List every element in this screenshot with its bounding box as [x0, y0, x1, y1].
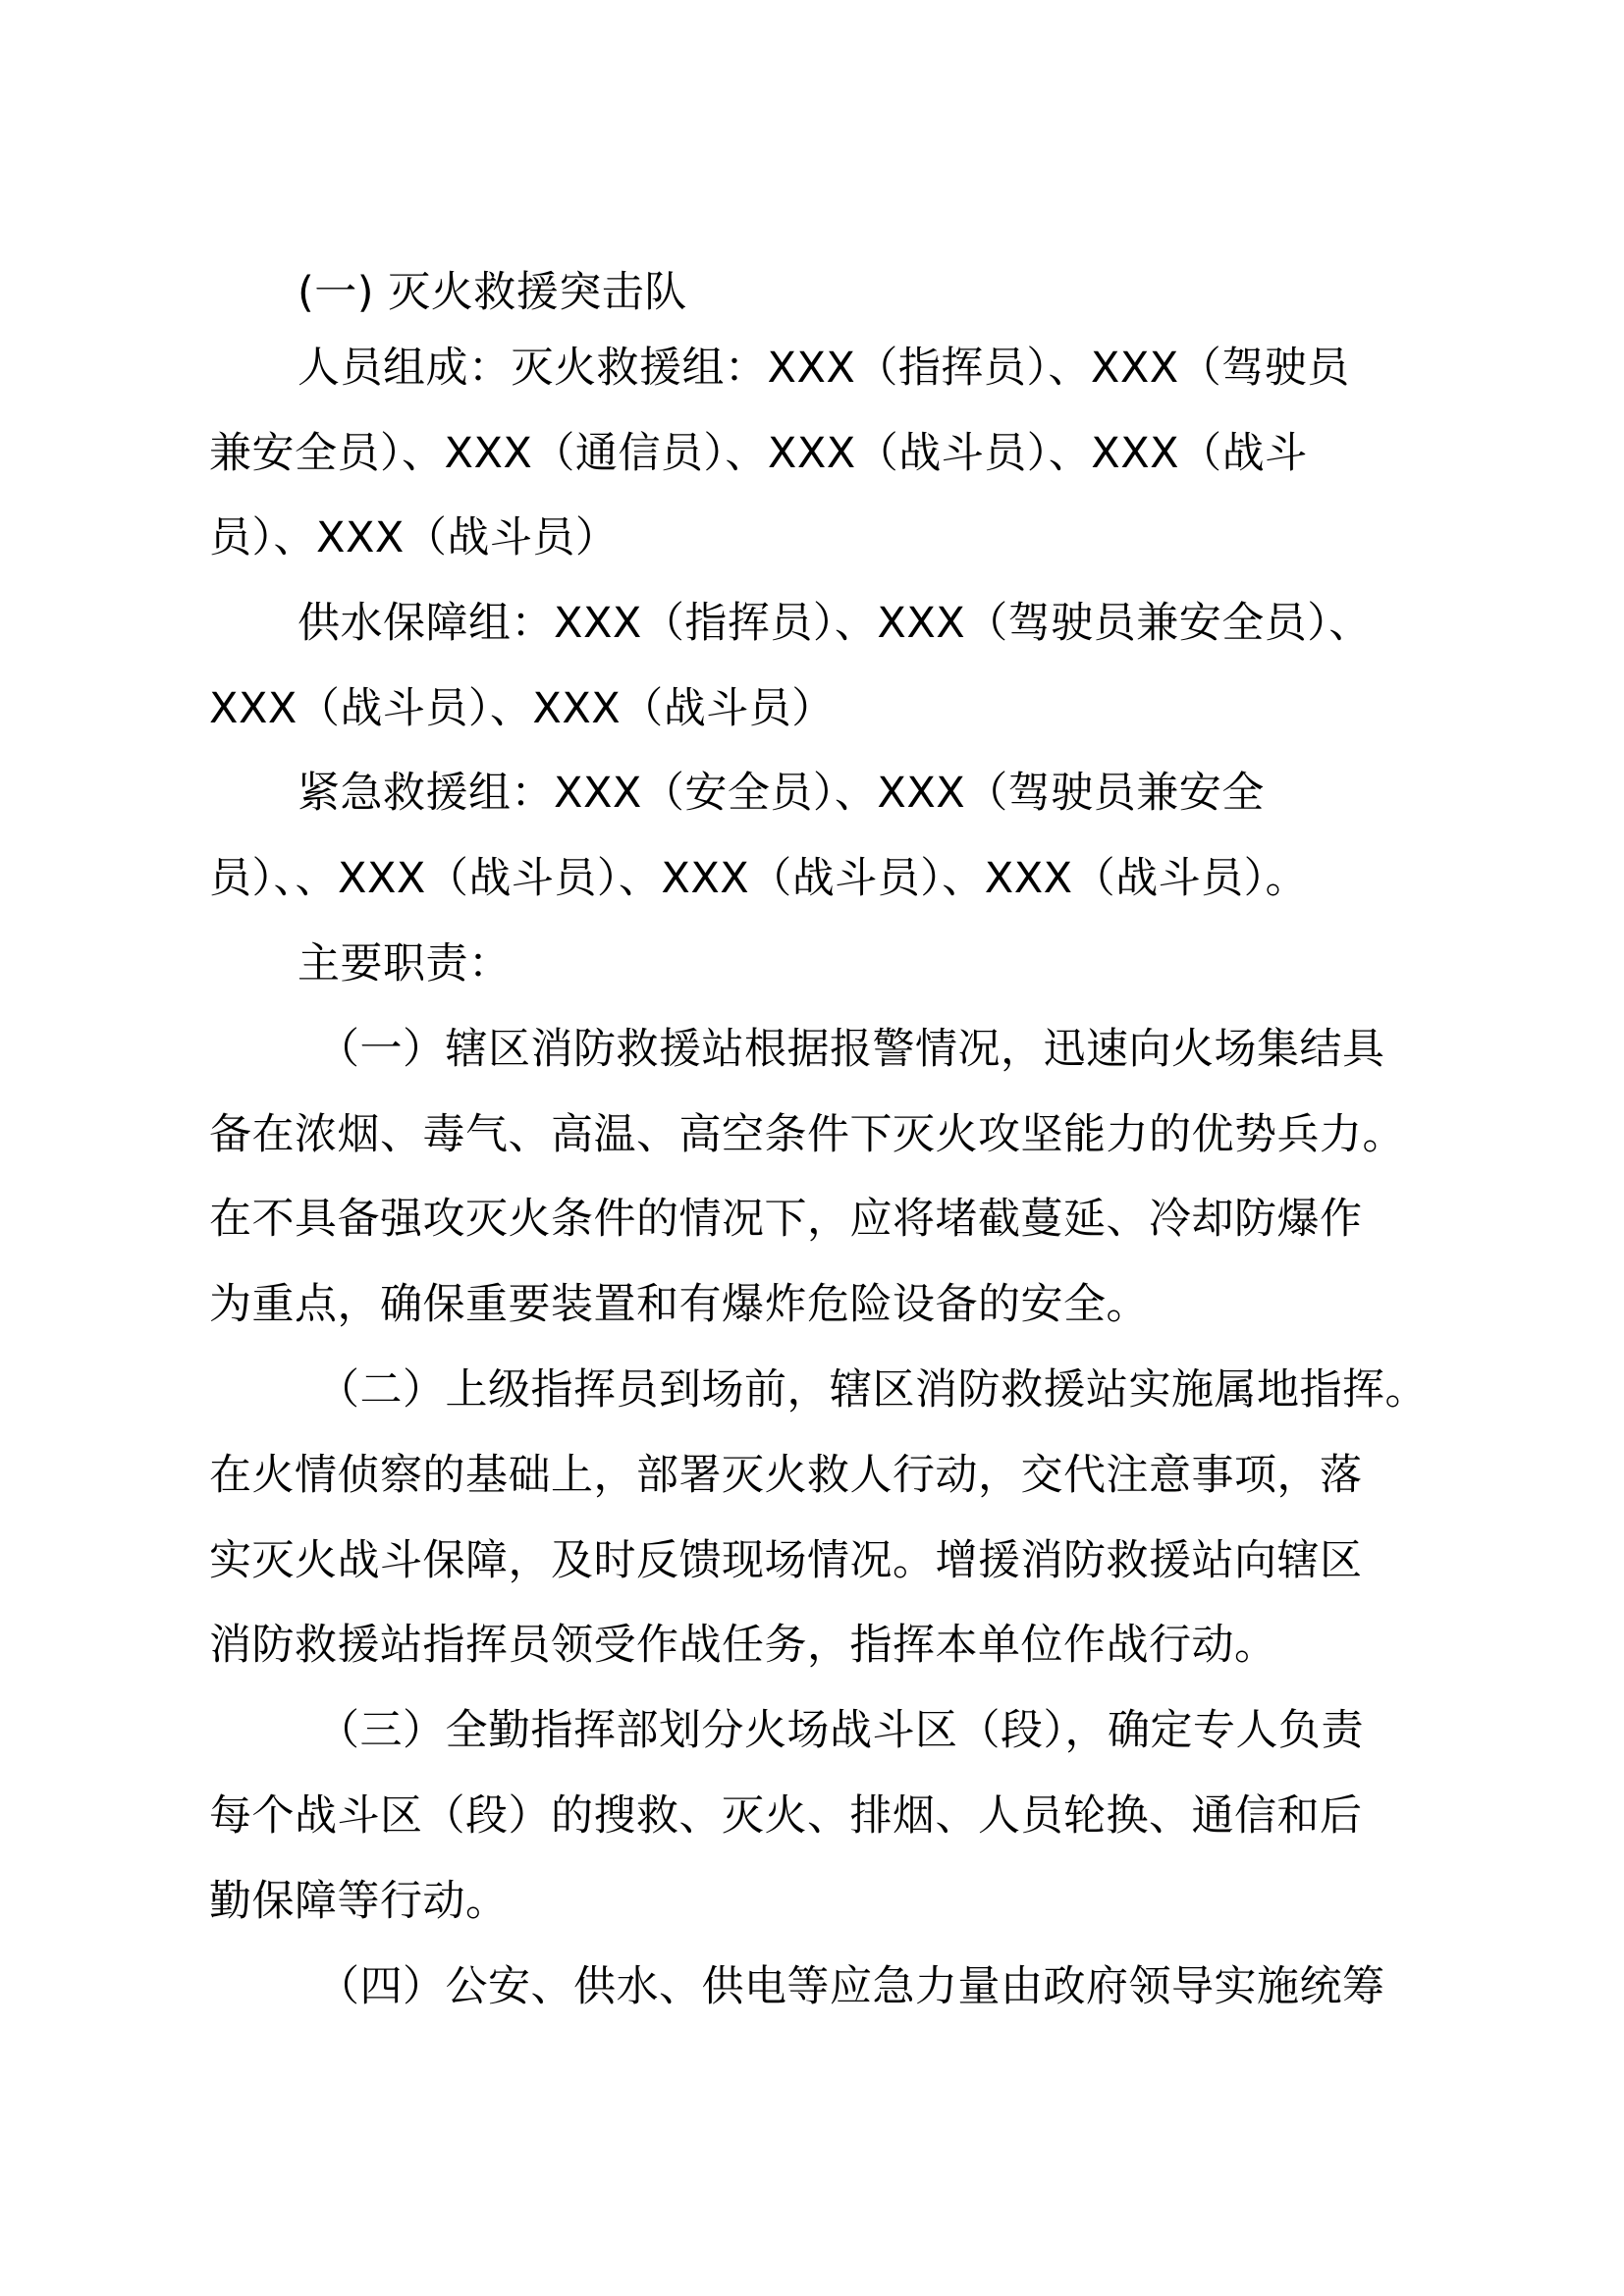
duty-2-line-1: （二）上级指挥员到场前，辖区消防救援站实施属地指挥。	[317, 1365, 1428, 1415]
personnel-line-2: 兼安全员）、XXX（通信员）、XXX（战斗员）、XXX（战斗	[209, 429, 1308, 478]
duty-1-line-4: 为重点，确保重要装置和有爆炸危险设备的安全。	[209, 1280, 1149, 1329]
duty-2-line-2: 在火情侦察的基础上，部署灭火救人行动，交代注意事项，落	[209, 1451, 1363, 1500]
personnel-line-1: 人员组成：灭火救援组：XXX（指挥员）、XXX（驾驶员	[298, 344, 1350, 393]
personnel-line-3: 员）、XXX（战斗员）	[209, 513, 619, 562]
personnel-line-7: 员）、、XXX（战斗员）、XXX（战斗员）、XXX（战斗员）。	[209, 854, 1309, 903]
duty-3-line-3: 勤保障等行动。	[209, 1877, 509, 1926]
personnel-line-6: 紧急救援组：XXX（安全员）、XXX（驾驶员兼安全	[298, 769, 1265, 818]
duty-1-line-1: （一）辖区消防救援站根据报警情况，迅速向火场集结具	[317, 1025, 1385, 1074]
personnel-line-4: 供水保障组：XXX（指挥员）、XXX（驾驶员兼安全员）、	[298, 599, 1372, 648]
duty-3-line-1: （三）全勤指挥部划分火场战斗区（段），确定专人负责	[317, 1706, 1364, 1755]
duty-4-line-1: （四）公安、供水、供电等应急力量由政府领导实施统筹	[317, 1962, 1385, 2011]
personnel-line-5: XXX（战斗员）、XXX（战斗员）	[209, 684, 835, 733]
duty-1-line-3: 在不具备强攻灭火条件的情况下，应将堵截蔓延、冷却防爆作	[209, 1195, 1363, 1244]
duty-3-line-2: 每个战斗区（段）的搜救、灭火、排烟、人员轮换、通信和后	[209, 1791, 1363, 1841]
duty-1-line-2: 备在浓烟、毒气、高温、高空条件下灭火攻坚能力的优势兵力。	[209, 1110, 1405, 1159]
section-heading: (一) 灭火救援突击队	[298, 268, 687, 317]
duty-2-line-3: 实灭火战斗保障，及时反馈现场情况。增援消防救援站向辖区	[209, 1536, 1363, 1585]
duty-2-line-4: 消防救援站指挥员领受作战任务，指挥本单位作战行动。	[209, 1621, 1277, 1670]
duties-heading: 主要职责：	[298, 939, 512, 988]
